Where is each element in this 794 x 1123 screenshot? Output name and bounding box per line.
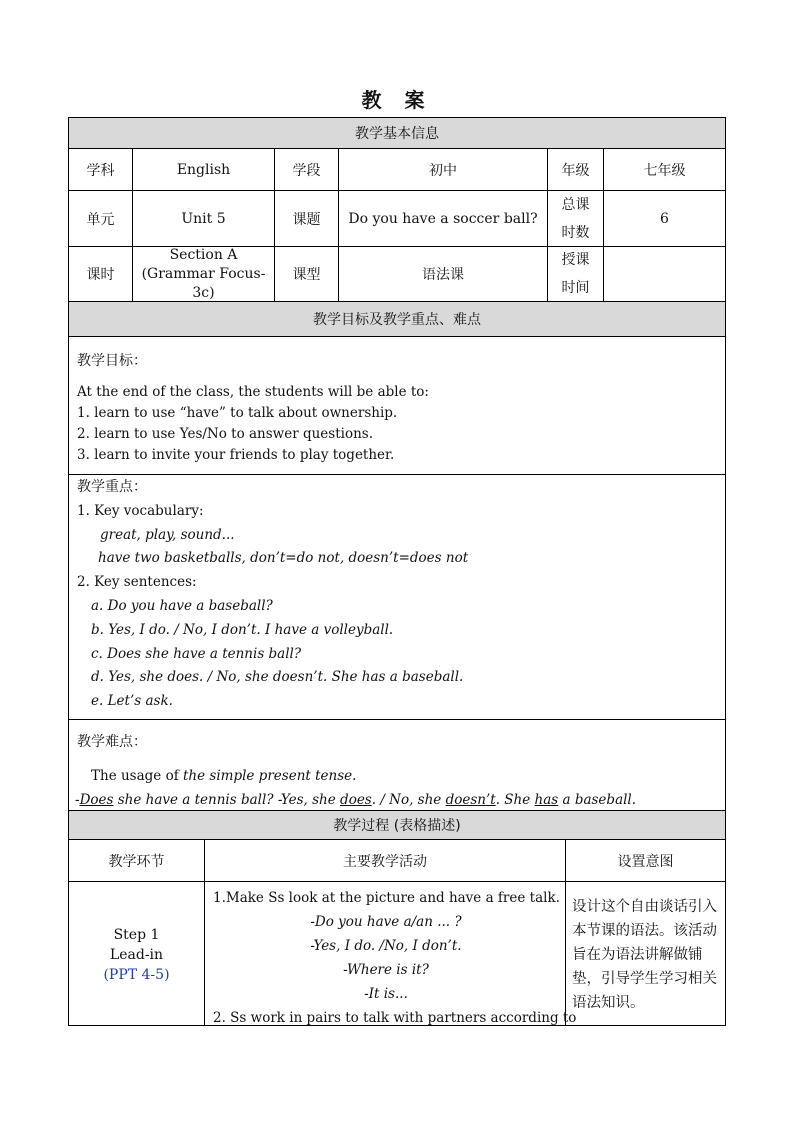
subject-label: 学科 <box>69 149 133 190</box>
example-does-answer: does <box>340 792 372 808</box>
process-header: 教学过程 (表格描述) <box>333 818 461 834</box>
step-name: Lead-in <box>109 946 164 963</box>
period-value <box>133 247 275 301</box>
process-header-row <box>69 811 725 840</box>
step-1-row <box>69 882 725 1026</box>
step-ppt-ref: (PPT 4-5) <box>103 966 170 983</box>
example-text: . / No, she <box>371 792 446 808</box>
period-line-2: (Grammar Focus-3c) <box>141 265 266 301</box>
step-1-activities <box>205 882 577 1026</box>
objectives-header-row <box>69 302 725 337</box>
example-text: she have a tennis ball? -Yes, she <box>113 792 341 808</box>
difficulty-section <box>69 720 725 811</box>
grade-label: 年级 <box>548 149 604 190</box>
key-sentence: a. Do you have a baseball? <box>91 597 273 614</box>
example-doesnt: doesn’t <box>445 792 496 808</box>
subject-value: English <box>133 149 275 190</box>
objectives-label: 教学目标： <box>77 353 147 369</box>
step-number: Step 1 <box>113 926 160 943</box>
objective-item: 2. learn to use Yes/No to answer questions. <box>77 426 373 442</box>
step-1-stage <box>69 882 205 1026</box>
topic-label: 课题 <box>275 191 339 246</box>
vocab-label: 1. Key vocabulary: <box>77 502 204 519</box>
basic-info-header: 教学基本信息 <box>355 126 439 142</box>
teach-time-line-1: 授课 <box>561 252 590 268</box>
unit-label: 单元 <box>69 191 133 246</box>
objective-item: 3. learn to invite your friends to play together. <box>77 447 395 463</box>
total-hours-label <box>548 191 604 246</box>
unit-value: Unit 5 <box>133 191 275 246</box>
col-activity-header: 主要教学活动 <box>205 840 566 881</box>
difficulty-label: 教学难点： <box>77 734 147 750</box>
teach-time-label <box>548 247 604 301</box>
activity-line: -Do you have a/an ... ? <box>310 914 462 930</box>
key-points-section <box>69 475 725 720</box>
activity-line: -Where is it? <box>343 962 429 978</box>
intent-text: 设计这个自由谈话引入本节课的语法。该活动旨在为语法讲解做铺垫，引导学生学习相关语法知识。 <box>572 899 717 1011</box>
difficulty-example <box>75 788 717 812</box>
document-title: 教 案 <box>361 88 433 112</box>
total-label-line-2: 时数 <box>561 224 590 241</box>
objectives-section <box>69 337 725 475</box>
lesson-plan-table <box>68 117 726 1026</box>
type-label: 课型 <box>275 247 339 301</box>
example-dash: - <box>75 792 80 808</box>
info-row-1 <box>69 149 725 191</box>
key-sentence: c. Does she have a tennis ball? <box>91 645 302 662</box>
teach-time-line-2: 时间 <box>561 280 590 296</box>
objectives-intro: At the end of the class, the students will be able to: <box>77 384 429 400</box>
key-sentence: b. Yes, I do. / No, I don’t. I have a volleyball. <box>91 621 394 638</box>
stage-value: 初中 <box>339 149 548 190</box>
objectives-header: 教学目标及教学重点、难点 <box>313 312 481 328</box>
activity-line: 2. Ss work in pairs to talk with partners according to <box>213 1010 577 1026</box>
example-text: . She <box>495 792 535 808</box>
step-1-intent <box>566 882 725 1026</box>
col-intent-header: 设置意图 <box>617 853 674 870</box>
activity-line: 1.Make Ss look at the picture and have a free talk. <box>213 890 560 906</box>
stage-label: 学段 <box>275 149 339 190</box>
example-has: has <box>534 792 559 808</box>
grade-value: 七年级 <box>643 162 686 179</box>
process-columns-row <box>69 840 725 882</box>
total-label-line-1: 总课 <box>561 196 590 213</box>
usage-tense: the simple present tense. <box>183 768 357 784</box>
total-hours-value: 6 <box>660 210 669 227</box>
difficulty-usage <box>77 764 717 788</box>
topic-value: Do you have a soccer ball? <box>339 191 548 246</box>
example-text: a baseball. <box>558 792 637 808</box>
activity-line: -Yes, I do. /No, I don’t. <box>310 938 462 954</box>
vocab-line-2: have two basketballs, don’t=do not, doesn’t=does not <box>98 550 469 567</box>
period-line-1: Section A <box>169 246 238 263</box>
vocab-line-1: great, play, sound... <box>100 526 235 543</box>
col-stage-header: 教学环节 <box>69 840 205 881</box>
teach-time-value <box>604 247 725 301</box>
objective-item: 1. learn to use “have” to talk about ownership. <box>77 405 398 421</box>
key-sentence: d. Yes, she does. / No, she doesn’t. She has a baseball. <box>91 669 464 686</box>
example-does: Does <box>79 792 114 808</box>
type-value: 语法课 <box>339 247 548 301</box>
basic-info-header-row <box>69 118 725 149</box>
sentences-label: 2. Key sentences: <box>77 574 197 591</box>
info-row-2 <box>69 191 725 247</box>
key-points-label: 教学重点： <box>77 479 147 495</box>
period-label: 课时 <box>69 247 133 301</box>
key-sentence: e. Let’s ask. <box>91 693 173 710</box>
activity-line: -It is... <box>364 986 408 1002</box>
usage-prefix: The usage of <box>91 768 183 784</box>
info-row-3 <box>69 247 725 302</box>
